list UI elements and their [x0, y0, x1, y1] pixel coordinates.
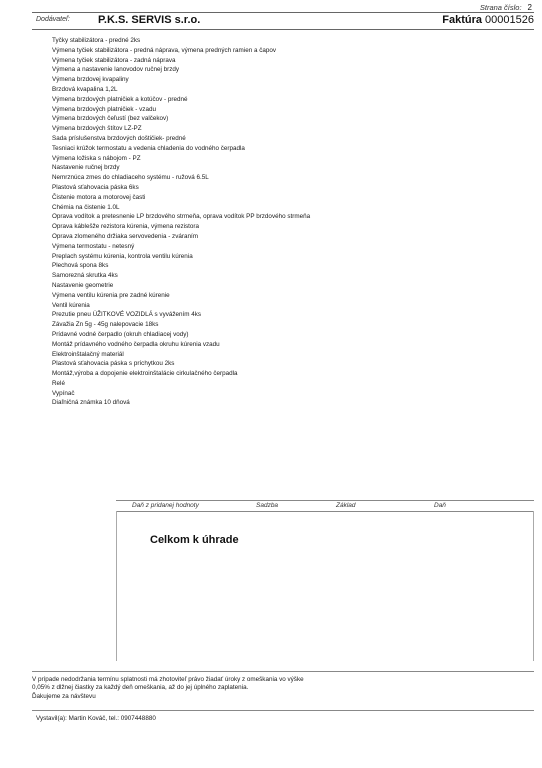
- invoice-label: Faktúra: [442, 14, 482, 26]
- list-item: Výmena brzdových platničiek a kotúčov - predné: [52, 95, 188, 103]
- list-item: Oprava zlomeného držiaka servovedenia - zváraním: [52, 232, 198, 240]
- list-item: Výmena brzdových štítov LZ-PZ: [52, 125, 142, 133]
- item-list: [52, 36, 310, 408]
- list-item: Výmena termostatu - netesný: [52, 242, 135, 250]
- invoice-title: [442, 14, 534, 26]
- list-item: Čistenie motora a motorovej časti: [52, 193, 146, 201]
- list-item: Výmena brzdových platničiek - vzadu: [52, 105, 156, 113]
- list-item: Brzdová kvapalina 1,2L: [52, 85, 118, 93]
- vat-column-header: Daň z pridanej hodnoty: [132, 502, 199, 509]
- supplier-name: P.K.S. SERVIS s.r.o.: [98, 14, 201, 26]
- list-item: Samorezná skrutka 4ks: [52, 272, 118, 280]
- list-item: Oprava vodítok a pretesnenie LP brzdového strmeňa, oprava vodítok PP brzdového strmeňa: [52, 213, 311, 221]
- list-item: Elektroinštalačný materiál: [52, 350, 124, 358]
- total-label: Celkom k úhrade: [150, 534, 239, 546]
- page-number: [480, 3, 532, 12]
- page-number-label: Strana číslo:: [479, 3, 522, 12]
- list-item: Závažia Zn 5g - 45g nalepovacie 18ks: [52, 321, 159, 329]
- divider: [32, 710, 534, 711]
- supplier-label: Dodávateľ:: [36, 16, 70, 23]
- list-item: Relé: [52, 379, 65, 387]
- list-item: Nastavenie geometrie: [52, 281, 114, 289]
- list-item: Nemrznúca zmes do chladiaceho systému - ružová 6.5L: [52, 174, 209, 182]
- list-item: Montáž,výroba a dopojenie elektroinštalácie cirkulačného čerpadla: [52, 370, 238, 378]
- list-item: Oprava káblešže rezistora kúrenia, výmena rezistora: [52, 223, 199, 231]
- list-item: Výmena tyčiek stabilizátora - zadná náprava: [52, 56, 176, 64]
- list-item: Tyčky stabilizátora - predné 2ks: [52, 37, 141, 44]
- list-item: Výmena a nastavenie lanovodov ručnej brzdy: [52, 66, 180, 74]
- footer-line: V prípade nedodržania termínu splatnosti má zhotoviteľ právo žiadať úroky z omeškania vo výške: [32, 676, 304, 683]
- tax-column-header: Daň: [434, 502, 446, 509]
- list-item: Plechová spona 8ks: [52, 262, 109, 270]
- footer-thanks: Ďakujeme za návštevu: [32, 692, 96, 700]
- list-item: Vypínač: [52, 389, 75, 397]
- divider: [32, 671, 534, 672]
- list-item: Prídavné vodné čerpadlo (okruh chladiacej vody): [52, 330, 189, 338]
- list-item: Výmena brzdovej kvapaliny: [52, 76, 129, 84]
- issued-by: Vystavil(a): Martin Kováč, tel.: 0907448880: [36, 715, 156, 722]
- list-item: Nastavenie ručnej brzdy: [52, 164, 120, 172]
- list-item: Chémia na čistenie 1.0L: [52, 203, 120, 211]
- invoice-number: 00001526: [485, 14, 534, 26]
- list-item: Plastová sťahovacia páska s príchytkou 2ks: [52, 360, 175, 368]
- page-number-value: 2: [527, 3, 532, 12]
- list-item: Ventil kúrenia: [52, 301, 90, 309]
- footer-line: 0,05% z dlžnej čiastky za každý deň omeškania, až do jej úplného zaplatenia.: [32, 684, 249, 692]
- list-item: Diaľničná známka 10 dňová: [52, 399, 130, 407]
- list-item: Tesniaci krúžok termostatu a vedenia chladenia do vodného čerpadla: [52, 144, 245, 152]
- invoice-header: [32, 12, 534, 30]
- list-item: Preplach systému kúrenia, kontrola ventilu kúrenia: [52, 252, 193, 260]
- list-item: Sada príslušenstva brzdových doštičiek- predné: [52, 134, 186, 142]
- footer-note: [32, 676, 304, 701]
- list-item: Plastová sťahovacia páska 6ks: [52, 183, 139, 191]
- list-item: Montáž prídavného vodného čerpadla okruhu kúrenia vzadu: [52, 340, 220, 348]
- base-column-header: Základ: [336, 502, 356, 509]
- list-item: Výmena tyčiek stabilizátora - predná náprava, výmena predných ramien a čapov: [52, 46, 277, 54]
- list-item: Prezutie pneu ÚŽITKOVÉ VOZIDLÁ s vyvážením 4ks: [52, 311, 202, 319]
- list-item: Výmena ventilu kúrenia pre zadné kúrenie: [52, 291, 170, 299]
- rate-column-header: Sadzba: [256, 502, 279, 509]
- list-item: Výmena brzdových čeľustí (bez valčekov): [52, 115, 169, 123]
- list-item: Výmena ložiska s nábojom - PZ: [52, 154, 141, 162]
